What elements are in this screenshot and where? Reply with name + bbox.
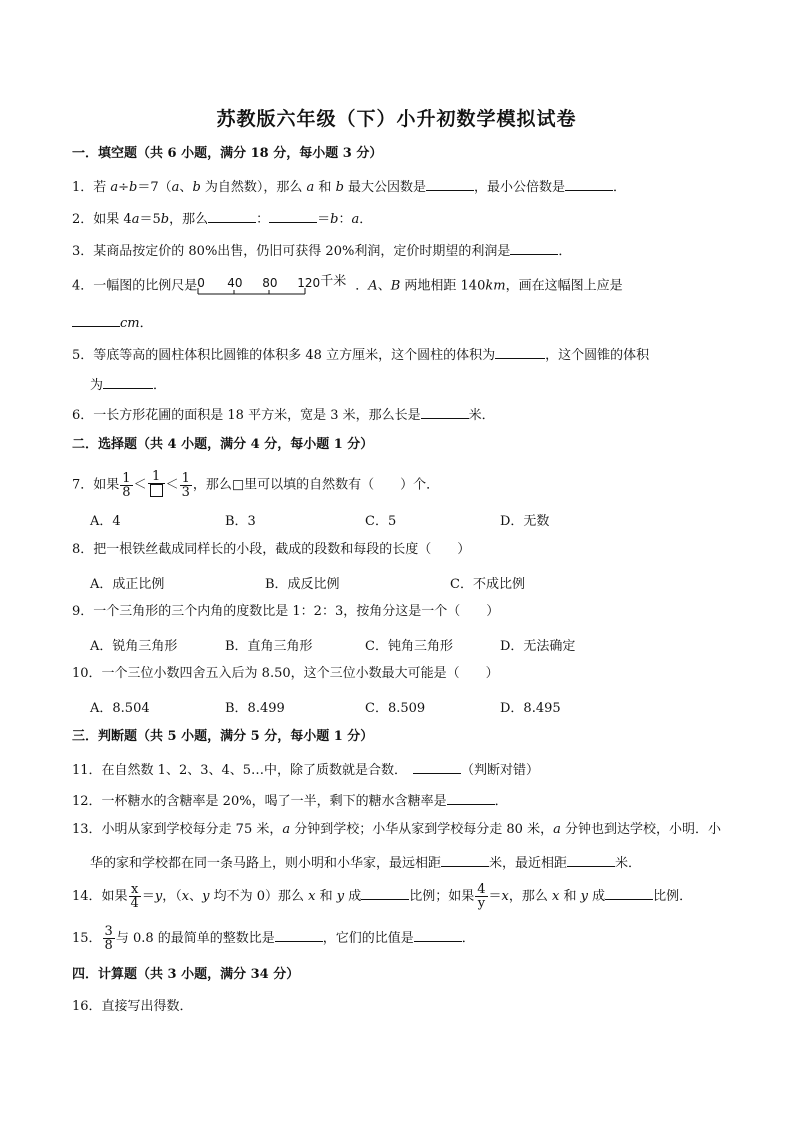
question-1: 1．若 a÷b＝7（a、b 为自然数），那么 a 和 b 最大公因数是 ，最小公倍数是 ． bbox=[72, 177, 626, 196]
option-d[interactable]: D．8.495 bbox=[500, 701, 561, 716]
fraction: $\frac{3}{8}$ bbox=[104, 924, 113, 953]
answer-blank[interactable] bbox=[72, 313, 120, 327]
question-11: 11．在自然数 1、2、3、4、5…中，除了质数就是合数． （判断对错） bbox=[72, 760, 539, 779]
answer-blank[interactable] bbox=[208, 209, 256, 223]
option-d[interactable]: D．无数 bbox=[500, 514, 550, 529]
answer-blank[interactable] bbox=[361, 886, 409, 900]
option-b[interactable]: B．3 bbox=[225, 514, 256, 529]
option-a[interactable]: A．成正比例 bbox=[90, 577, 165, 592]
answer-blank[interactable] bbox=[495, 345, 545, 359]
fraction: $\frac{4}{y}$ bbox=[477, 882, 486, 911]
question-2: 2．如果 4a＝5b，那么 ： ＝b：a． bbox=[72, 209, 372, 228]
option-c[interactable]: C．8.509 bbox=[365, 701, 426, 716]
option-b[interactable]: B．成反比例 bbox=[265, 577, 340, 592]
fraction: 1 bbox=[148, 470, 165, 500]
section-heading-choice: 二．选择题（共 4 小题，满分 4 分，每小题 1 分） bbox=[72, 437, 374, 452]
answer-blank[interactable] bbox=[605, 886, 653, 900]
fraction: $\frac{x}{4}$ bbox=[130, 882, 139, 911]
option-c[interactable]: C．5 bbox=[365, 514, 397, 529]
scale-tick-label: 80 bbox=[262, 276, 278, 290]
fraction: $\frac{1}{3}$ bbox=[181, 470, 190, 500]
option-a[interactable]: A．锐角三角形 bbox=[90, 639, 178, 654]
option-c[interactable]: C．钝角三角形 bbox=[365, 639, 453, 654]
option-b[interactable]: B．直角三角形 bbox=[225, 639, 313, 654]
question-13: 13．小明从家到学校每分走 75 米，a 分钟到学校；小华从家到学校每分走 80 米，a 分钟也到达学校，小明．小 bbox=[72, 822, 721, 837]
question-16: 16．直接写出得数． bbox=[72, 999, 193, 1014]
question-4: 4．一幅图的比例尺是 0 40 80 120 千米 ．A、B 两地相距 140km，画在这幅图上应是 bbox=[72, 274, 623, 298]
answer-blank[interactable] bbox=[441, 853, 489, 867]
page-title: 苏教版六年级（下）小升初数学模拟试卷 bbox=[216, 108, 577, 130]
option-d[interactable]: D．无法确定 bbox=[500, 639, 576, 654]
answer-blank[interactable] bbox=[103, 375, 153, 389]
question-10: 10．一个三位小数四舍五入后为 8.50，这个三位小数最大可能是（ ） bbox=[72, 666, 499, 681]
option-b[interactable]: B．8.499 bbox=[225, 701, 285, 716]
scale-tick-label: 120 bbox=[297, 276, 321, 290]
option-c[interactable]: C．不成比例 bbox=[450, 577, 525, 592]
answer-blank[interactable] bbox=[421, 405, 469, 419]
scale-unit: 千米 bbox=[320, 274, 347, 289]
option-a[interactable]: A．4 bbox=[90, 514, 121, 529]
answer-blank[interactable] bbox=[567, 853, 615, 867]
answer-blank[interactable] bbox=[426, 177, 474, 191]
answer-blank[interactable] bbox=[275, 928, 323, 942]
question-6: 6．一长方形花圃的面积是 18 平方米，宽是 3 米，那么长是 米． bbox=[72, 405, 495, 424]
question-3: 3．某商品按定价的 80%出售，仍旧可获得 20%利润，定价时期望的利润是 ． bbox=[72, 241, 571, 260]
answer-blank[interactable] bbox=[510, 241, 558, 255]
section-heading-fill-in: 一．填空题（共 6 小题，满分 18 分，每小题 3 分） bbox=[72, 146, 383, 161]
section-heading-judge: 三．判断题（共 5 小题，满分 5 分，每小题 1 分） bbox=[72, 729, 374, 744]
answer-blank[interactable] bbox=[413, 760, 461, 774]
section-heading-calculation: 四．计算题（共 3 小题，满分 34 分） bbox=[72, 967, 300, 982]
scale-tick-label: 40 bbox=[227, 276, 243, 290]
fraction: $\frac{1}{8}$ bbox=[122, 470, 131, 500]
answer-blank[interactable] bbox=[565, 177, 613, 191]
question-12: 12．一杯糖水的含糖率是 20%，喝了一半，剩下的糖水含糖率是 ． bbox=[72, 791, 508, 810]
question-8: 8．把一根铁丝截成同样长的小段，截成的段数和每段的长度（ ） bbox=[72, 542, 471, 557]
answer-blank[interactable] bbox=[447, 791, 495, 805]
question-14: 14．如果 $\frac{x}{4}$ ＝y，（x、y 均不为 0）那么 x 和 y 成 比例；如果 $\frac{4}{y}$ ＝x，那么 x 和 y 成 比例． bbox=[72, 882, 693, 911]
scale-tick-label: 0 bbox=[197, 276, 205, 290]
question-15: 15． $\frac{3}{8}$ 与 0.8 的最简单的整数比是 ，它们的比值是 ． bbox=[72, 924, 475, 953]
question-4-continued: cm． bbox=[72, 313, 153, 332]
answer-blank[interactable] bbox=[269, 209, 317, 223]
option-a[interactable]: A．8.504 bbox=[90, 701, 150, 716]
scale-bar bbox=[197, 274, 355, 298]
question-5: 5．等底等高的圆柱体积比圆锥的体积多 48 立方厘米，这个圆柱的体积为 ，这个圆锥的体积 bbox=[72, 345, 649, 364]
question-9: 9．一个三角形的三个内角的度数比是 1：2：3，按角分这是一个（ ） bbox=[72, 604, 500, 619]
question-5-continued: 为 ． bbox=[90, 375, 166, 394]
question-7: 7．如果 $\frac{1}{8}$ ＜ 1 ＜ $\frac{1}{3}$ ，那么□里可以填的自然数有（ ）个． bbox=[72, 469, 440, 500]
question-13-continued: 华的家和学校都在同一条马路上，则小明和小华家，最远相距 米，最近相距 米． bbox=[90, 853, 641, 872]
blank-box bbox=[150, 484, 163, 497]
answer-blank[interactable] bbox=[414, 928, 462, 942]
